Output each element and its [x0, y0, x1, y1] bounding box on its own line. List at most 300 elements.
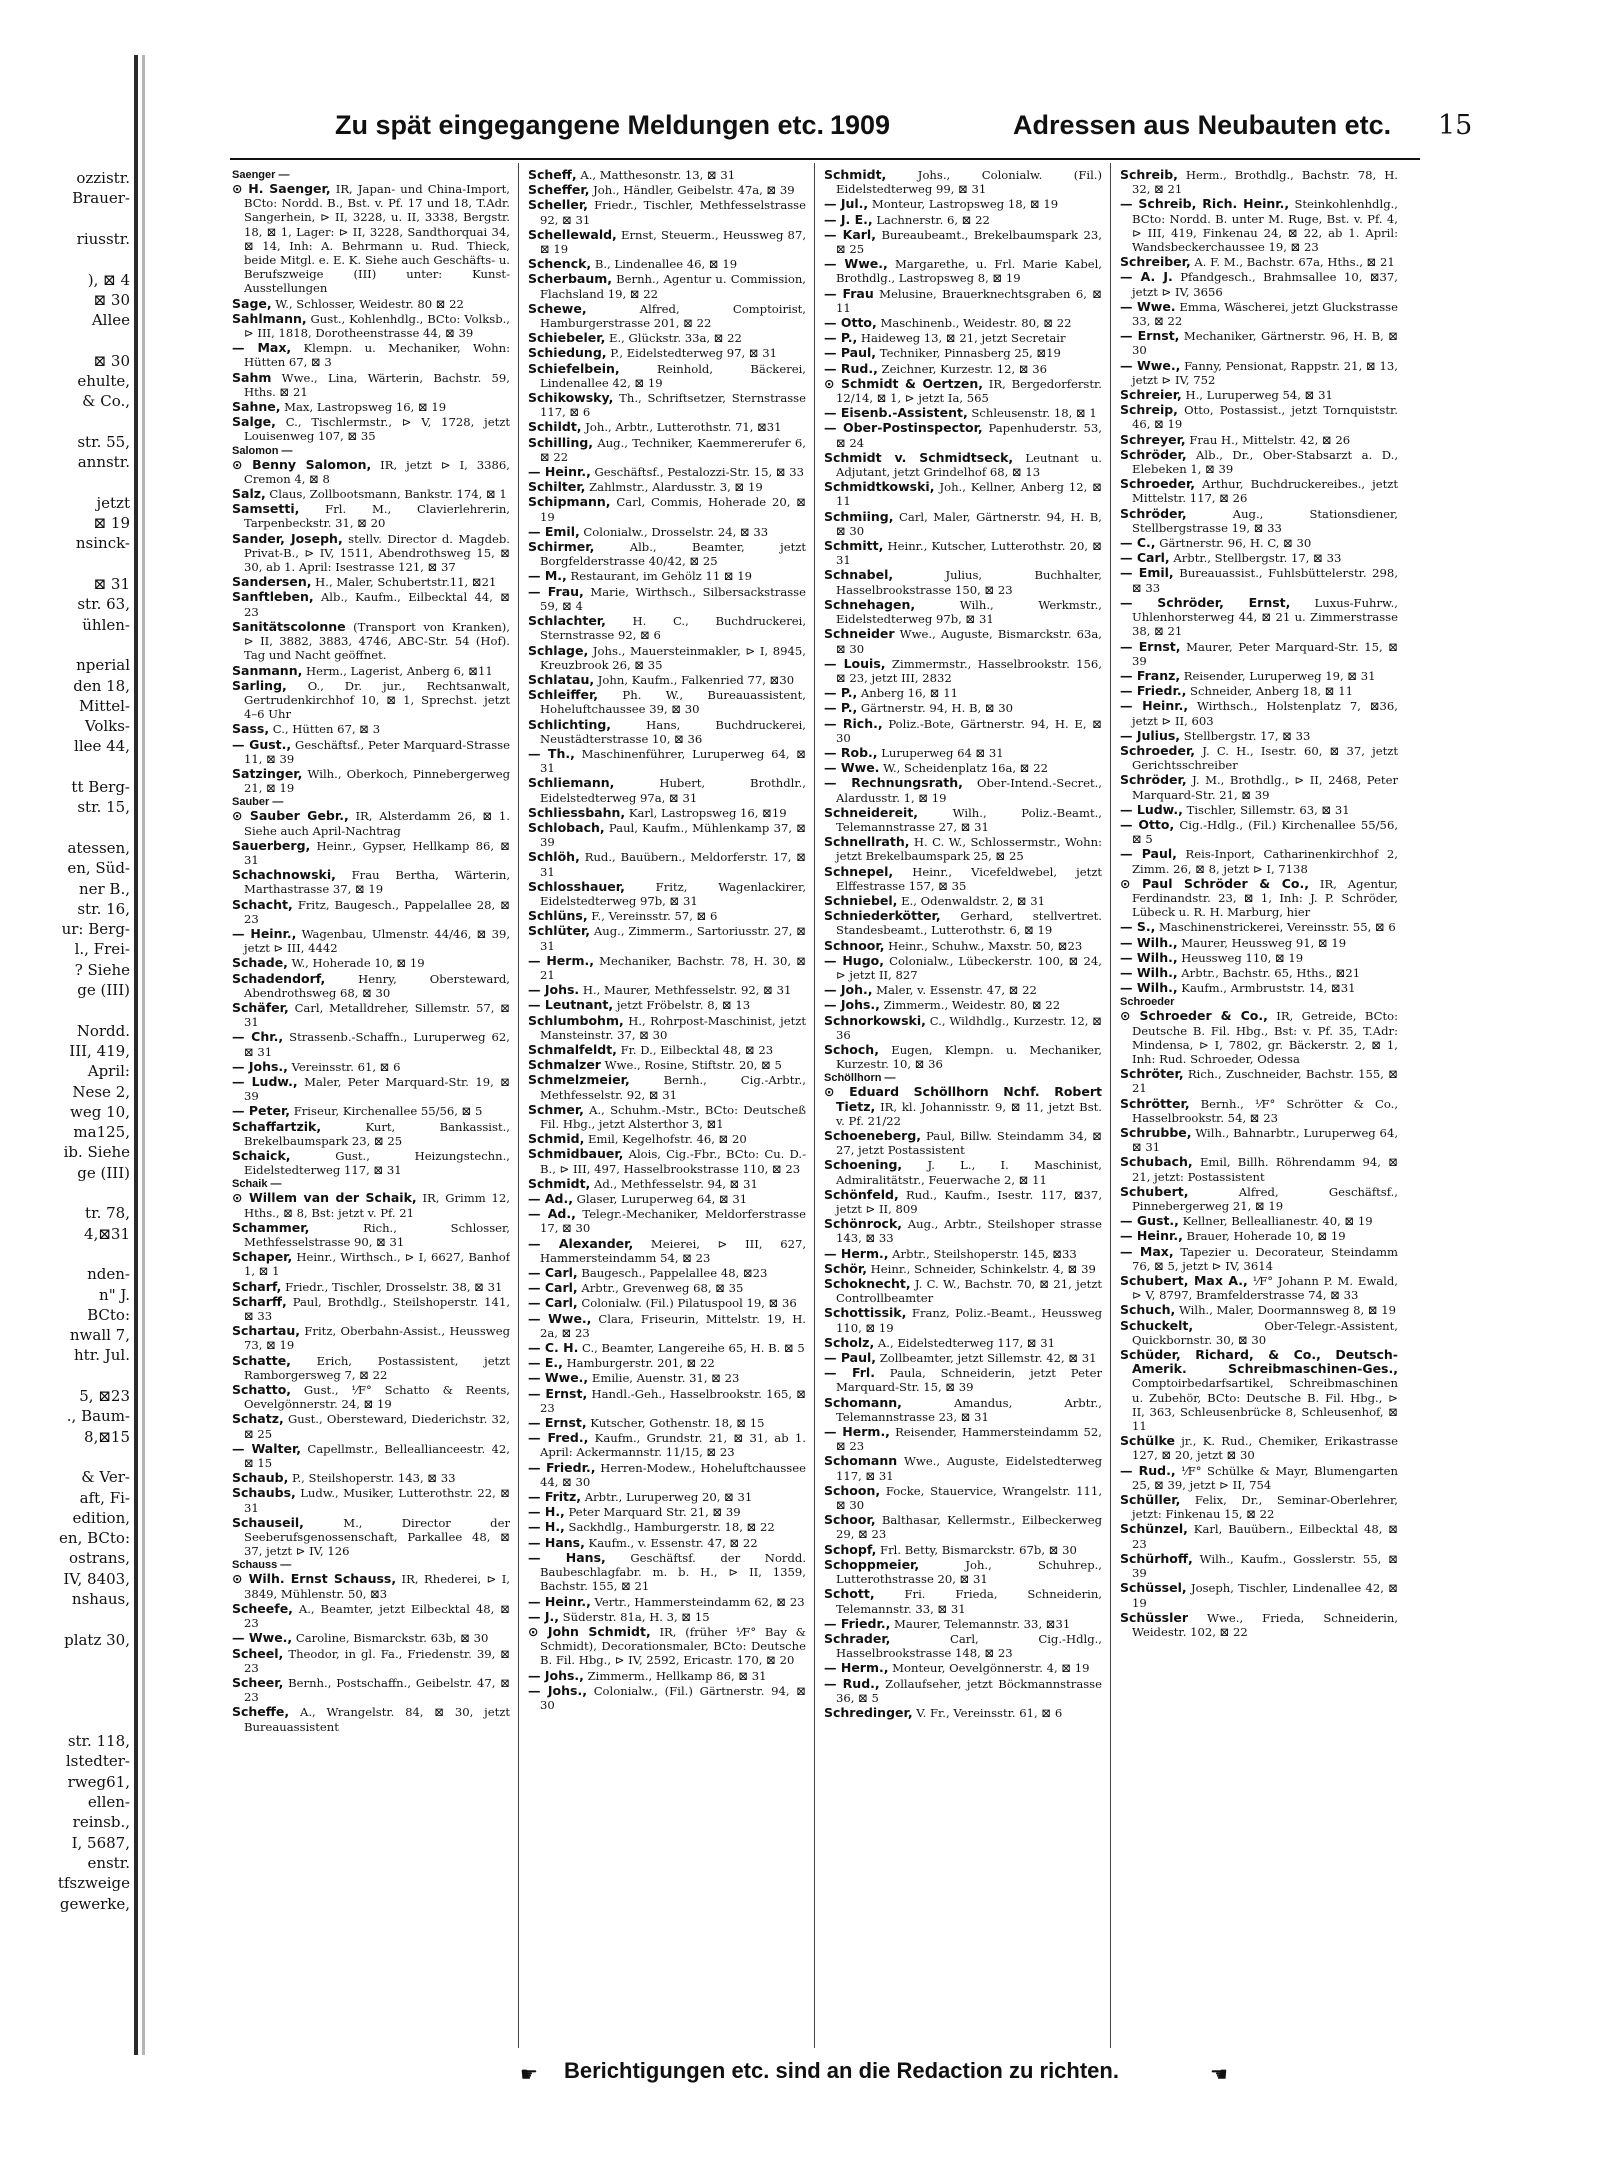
directory-entry [528, 1296, 806, 1310]
entry-name: Schauseil, [232, 1514, 304, 1530]
entry-details: Fr. D., Eilbecktal 48, ⊠ 23 [616, 1042, 774, 1057]
directory-entry [232, 312, 510, 340]
entry-details: Maurer, Peter Marquard-Str. 15, ⊠ 39 [1132, 639, 1398, 668]
directory-entry [824, 1661, 1102, 1675]
directory-entry [232, 1676, 510, 1704]
directory-entry [232, 1602, 510, 1630]
entry-details: Strassenb.-Schaffn., Luruperweg 62, ⊠ 31 [244, 1030, 510, 1059]
entry-details: A., Schuhm.-Mstr., BCto: Deutscheß Fil. Hbg., jetzt Alsterthor 3, ⊠1 [540, 1102, 806, 1131]
directory-entry [528, 465, 806, 479]
entry-name: Sanitätscolonne [232, 618, 346, 634]
entry-details: B., Lindenallee 46, ⊠ 19 [591, 257, 738, 272]
entry-details: Fritz, Wagenlackirer, Eidelstedterweg 97b, ⊠ 31 [540, 879, 806, 908]
entry-name: — Wwe., [528, 1310, 592, 1326]
entry-details: Ober-Telegr.-Assistent, Quickbornstr. 30, ⊠ 30 [1132, 1318, 1398, 1347]
gutter-line: weg 10, [70, 1102, 130, 1121]
directory-entry [824, 213, 1102, 227]
entry-details: Hubert, Brothdlr., Eidelstedterweg 97a, ⊠ 31 [540, 776, 806, 805]
directory-entry [528, 1669, 806, 1683]
gutter-line: I, 5687, [71, 1833, 130, 1852]
directory-entry [232, 1060, 510, 1074]
entry-details: Glaser, Luruperweg 64, ⊠ 31 [572, 1192, 748, 1207]
gutter-line: str. 63, [77, 595, 130, 614]
entry-details: Alfred, Geschäftsf., Pinnebergerweg 21, ⊠ 19 [1132, 1184, 1398, 1214]
entry-details: Wagenbau, Ulmenstr. 44/46, ⊠ 39, jetzt ⊳ III, 4442 [244, 926, 510, 956]
directory-entry [1120, 1214, 1398, 1228]
entry-details: Maschinenführer, Luruperweg 64, ⊠ 31 [540, 746, 806, 776]
entry-details: Carl, Maler, Gärtnerstr. 94, H. B, ⊠ 30 [836, 509, 1102, 538]
entry-name: — Ernst, [528, 1385, 588, 1401]
gutter-line: ellen- [87, 1793, 130, 1811]
gutter-line: reinsb., [72, 1813, 130, 1832]
gutter-line: l., Frei- [74, 940, 130, 959]
entry-name: Schoknecht, [824, 1276, 911, 1292]
directory-entry [1120, 877, 1398, 920]
directory-entry [232, 1383, 510, 1411]
entry-name: Schlöh, [528, 849, 580, 865]
gutter-line: Mittel- [79, 696, 130, 715]
entry-name: — Carl, [1120, 550, 1170, 566]
entry-details: Vertr., Hammersteindamm 62, ⊠ 23 [590, 1594, 805, 1609]
gutter-line: str. 118, [67, 1732, 130, 1751]
entry-name: — Rob., [824, 744, 878, 760]
entry-details: Rud., Bauübern., Meldorferstr. 17, ⊠ 31 [540, 850, 806, 879]
entry-details: F., Vereinsstr. 57, ⊠ 6 [587, 909, 718, 924]
entry-details: Johs., Mauersteinmakler, ⊳ I, 8945, Kreuzbrook 26, ⊠ 35 [540, 643, 806, 672]
entry-name: Schaubs, [232, 1485, 296, 1501]
header-right-title: Adressen aus Neubauten etc. [1013, 110, 1392, 140]
entry-details: Frau Bertha, Wärterin, Marthastrasse 37, ⊠ 19 [244, 868, 510, 897]
entry-name: Schröder, [1120, 446, 1187, 462]
entry-details: H. C., Buchdruckerei, Sternstrasse 92, ⊠ 6 [540, 614, 806, 643]
entry-name: Schipmann, [528, 494, 611, 510]
directory-entry [1120, 1097, 1398, 1125]
entry-details: A. F. M., Bachstr. 67a, Hths., ⊠ 21 [1190, 255, 1395, 270]
entry-details: W., Hoherade 10, ⊠ 19 [287, 956, 425, 971]
entry-details: Reis-Inport, Catharinenkirchhof 2, Zimm. 26, ⊠ 8, jetzt ⊳ I, 7138 [1132, 847, 1398, 876]
entry-details: Heinr., Vicefeldwebel, jetzt Elffestrasse 157, ⊠ 35 [836, 864, 1102, 893]
entry-name: Schüssler [1120, 1609, 1189, 1625]
directory-entry [824, 1617, 1102, 1631]
entry-details: Aug., Zimmerm., Sartoriusstr. 27, ⊠ 31 [540, 924, 806, 953]
entry-name: Schadendorf, [232, 970, 326, 986]
entry-name: Scheel, [232, 1645, 284, 1661]
entry-details: Anberg 16, ⊠ 11 [857, 686, 958, 701]
entry-name: — Herm., [528, 952, 594, 968]
entry-details: Süderstr. 81a, H. 3, ⊠ 15 [559, 1609, 710, 1624]
entry-name: — Heinr., [1120, 1228, 1183, 1244]
entry-details: Carl, Cig.-Hdlg., Hasselbrookstrasse 148, ⊠ 23 [836, 1631, 1102, 1661]
entry-name: ⊙ Schmidt & Oertzen, [824, 375, 983, 391]
entry-details: C., Beamter, Langereihe 65, H. B. ⊠ 5 [578, 1341, 805, 1356]
entry-name: Salz, [232, 486, 266, 502]
entry-details: Wilh., Bahnarbtr., Luruperweg 64, ⊠ 31 [1132, 1126, 1398, 1155]
directory-entry [1120, 684, 1398, 698]
directory-entry [824, 1677, 1102, 1705]
entry-details: Julius, Buchhalter, Hasselbrookstrasse 150, ⊠ 23 [836, 568, 1102, 597]
entry-details: Joh., Arbtr., Lutterothstr. 71, ⊠31 [581, 420, 782, 435]
directory-entry [528, 644, 806, 672]
directory-entry [528, 480, 806, 494]
entry-details: jr., K. Rud., Chemiker, Erikastrasse 127, ⊠ 20, jetzt ⊠ 30 [1132, 1434, 1398, 1463]
directory-entry [824, 1336, 1102, 1350]
gutter-line: ge (III) [77, 981, 130, 999]
directory-entry [824, 451, 1102, 479]
entry-name: — Rud., [824, 1675, 880, 1691]
entry-details: Arbtr., Bachstr. 65, Hths., ⊠21 [1177, 965, 1361, 980]
entry-details: A., Eidelstedterweg 117, ⊠ 31 [874, 1335, 1055, 1350]
entry-details: Wilh., Maler, Doormannsweg 8, ⊠ 19 [1175, 1303, 1396, 1318]
gutter-line: platz 30, [64, 1630, 130, 1649]
directory-entry [528, 228, 806, 256]
entry-details: Wwe., Frieda, Schneiderin, Weidestr. 102, ⊠ 22 [1132, 1610, 1398, 1639]
directory-entry [824, 1043, 1102, 1071]
gutter-line: gewerke, [59, 1894, 130, 1913]
entry-name: — Wilh., [1120, 949, 1178, 965]
entry-name: Schuckelt, [1120, 1317, 1194, 1333]
directory-entry [1120, 818, 1398, 846]
entry-details: H., Luruperweg 54, ⊠ 31 [1181, 388, 1333, 403]
directory-entry [232, 1647, 510, 1675]
gutter-line: nden- [87, 1265, 130, 1284]
gutter-line: 4,⊠31 [84, 1224, 130, 1243]
entry-name: — Ernst, [1120, 638, 1181, 654]
directory-entry [528, 1177, 806, 1191]
gutter-line: ostrans, [69, 1549, 130, 1568]
gutter-line: ⊠ 19 [93, 514, 130, 533]
entry-details: W., Schlosser, Weidestr. 80 ⊠ 22 [271, 296, 464, 311]
directory-entry [1120, 1303, 1398, 1317]
page-header [230, 110, 1473, 150]
entry-details: Gerhard, stellvertret. Standesbeamt., Lutterothstr. 6, ⊠ 19 [836, 909, 1102, 938]
entry-details: Fanny, Pensionat, Rappstr. 21, ⊠ 13, jetzt ⊳ IV, 752 [1132, 358, 1398, 387]
directory-entry [824, 998, 1102, 1012]
entry-name: Salge, [232, 414, 276, 430]
gutter-line: nshaus, [71, 1590, 130, 1608]
entry-name: Schubach, [1120, 1154, 1193, 1170]
directory-entry [1120, 1348, 1398, 1433]
entry-details: Leutnant u. Adjutant, jetzt Grindelhof 68, ⊠ 13 [836, 450, 1102, 480]
entry-details: Paul, Brothdlg., Steilshoperstr. 141, ⊠ 33 [244, 1294, 510, 1324]
entry-details: Aug., Arbtr., Steilshoper strasse 143, ⊠ 33 [836, 1217, 1102, 1246]
directory-entry [1120, 403, 1398, 431]
directory-entry [824, 377, 1102, 405]
directory-entry [1120, 477, 1398, 505]
directory-entry [232, 1324, 510, 1352]
entry-details: Heussweg 110, ⊠ 19 [1177, 950, 1304, 965]
entry-details: Handl.-Geh., Hasselbrookstr. 165, ⊠ 23 [540, 1386, 806, 1415]
entry-details: Emil, Kegelhofstr. 46, ⊠ 20 [584, 1132, 747, 1147]
entry-name: Sander, Joseph, [232, 530, 343, 546]
entry-details: Paul, Billw. Steindamm 34, ⊠ 27, jetzt Postassistent [836, 1129, 1102, 1158]
section-heading: Schroeder [1120, 996, 1175, 1009]
entry-details: E., Glückstr. 33a, ⊠ 22 [605, 331, 742, 346]
entry-details: Bernh., Cig.-Arbtr., Methfesselstr. 92, ⊠ 31 [540, 1073, 806, 1102]
directory-entry [824, 480, 1102, 508]
entry-details: H., Maurer, Methfesselstr. 92, ⊠ 31 [579, 983, 792, 998]
directory-entry [824, 346, 1102, 360]
entry-name: Schildt, [528, 419, 582, 435]
entry-name: — P., [824, 330, 858, 346]
entry-details: Restaurant, im Gehölz 11 ⊠ 19 [566, 569, 753, 584]
directory-entry [1120, 1611, 1398, 1639]
entry-name: Schönfeld, [824, 1186, 899, 1202]
entry-details: Rich., Zuschneider, Bachstr. 155, ⊠ 21 [1132, 1067, 1398, 1096]
entry-name: Schomann [824, 1453, 898, 1469]
entry-name: Schniebel, [824, 892, 898, 908]
entry-name: — Rich., [824, 715, 883, 731]
directory-entry [528, 1431, 806, 1459]
directory-entry [528, 1237, 806, 1265]
entry-details: Paula, Schneiderin, jetzt Peter Marquard-Str. 15, ⊠ 39 [836, 1366, 1102, 1395]
directory-entry [528, 924, 806, 952]
entry-details: IR, kl. Johannisstr. 9, ⊠ 11, jetzt Bst. v. Pf. 21/22 [836, 1099, 1102, 1128]
directory-entry [1120, 1245, 1398, 1273]
entry-name: — Gust., [232, 736, 292, 752]
directory-entry [528, 346, 806, 360]
entry-name: — Ludw., [1120, 801, 1183, 817]
entry-name: — Walter, [232, 1440, 302, 1456]
entry-details: Claus, Zollbootsmann, Bankstr. 174, ⊠ 1 [265, 487, 507, 502]
entry-details: Telegr.-Mechaniker, Meldorferstrasse 17, ⊠ 30 [540, 1207, 806, 1236]
entry-details: Herren-Modew., Hoheluftchaussee 44, ⊠ 30 [540, 1460, 806, 1489]
entry-name: — Otto, [824, 315, 877, 331]
entry-name: Schroeder, [1120, 476, 1196, 492]
directory-entry [232, 1149, 510, 1177]
entry-name: Scheff, [528, 168, 577, 182]
entry-name: — Wilh., [1120, 964, 1178, 980]
entry-details: Heinr., Kutscher, Lutterothstr. 20, ⊠ 31 [836, 539, 1102, 568]
column-4 [1120, 168, 1398, 2048]
gutter-line: ozzistr. [76, 169, 130, 187]
entry-name: Samsetti, [232, 501, 300, 517]
entry-details: Monteur, Lastropsweg 18, ⊠ 19 [868, 197, 1059, 212]
directory-entry [528, 1043, 806, 1057]
directory-entry [528, 436, 806, 464]
directory-entry [528, 1416, 806, 1430]
directory-entry [824, 806, 1102, 834]
directory-entry [528, 1551, 806, 1594]
directory-entry [824, 1247, 1102, 1261]
directory-entry [528, 1490, 806, 1504]
entry-details: IR, Rhederei, ⊳ I, 3849, Mühlenstr. 50, ⊠3 [244, 1572, 510, 1601]
gutter-line: annstr. [77, 453, 130, 472]
entry-details: Maschinenb., Weidestr. 80, ⊠ 22 [876, 316, 1072, 331]
directory-entry [528, 776, 806, 804]
entry-name: — Fritz, [528, 1489, 582, 1505]
directory-entry [1120, 596, 1398, 639]
directory-entry [232, 1486, 510, 1514]
entry-details: Frau H., Mittelstr. 42, ⊠ 26 [1185, 432, 1351, 447]
entry-name: — Herm., [824, 1245, 889, 1261]
directory-entry [232, 1572, 510, 1600]
entry-details: Kellner, Belleallianestr. 40, ⊠ 19 [1178, 1214, 1373, 1229]
directory-entry [528, 1192, 806, 1206]
directory-entry [528, 1610, 806, 1624]
gutter-line: 8,⊠15 [84, 1427, 130, 1446]
directory-entry [1120, 699, 1398, 727]
entry-details: Marie, Wirthsch., Silbersackstrasse 59, ⊠ 4 [540, 584, 806, 613]
directory-entry [232, 1030, 510, 1058]
entry-name: — Carl, [528, 1265, 578, 1281]
directory-entry [824, 657, 1102, 685]
entry-name: Schüller, [1120, 1492, 1181, 1508]
entry-name: — Gust., [1120, 1213, 1179, 1229]
gutter-line: nsinck- [75, 534, 130, 553]
directory-entry [528, 1014, 806, 1042]
entry-name: ⊙ Sauber Gebr., [232, 808, 349, 824]
entry-name: Schade, [232, 955, 288, 971]
entry-details: Maurer, Telemannstr. 33, ⊠31 [890, 1616, 1071, 1631]
gutter-line: nwall 7, [69, 1326, 130, 1345]
page-fold-shadow [134, 55, 138, 2055]
entry-details: Vereinsstr. 61, ⊠ 6 [287, 1059, 401, 1074]
entry-name: Schlachter, [528, 613, 606, 629]
entry-name: Scheefe, [232, 1600, 293, 1616]
entry-details: Paul, Kaufm., Mühlenkamp 37, ⊠ 39 [540, 820, 806, 850]
directory-entry [528, 998, 806, 1012]
entry-details: Eugen, Klempn. u. Mechaniker, Kurzestr. 10, ⊠ 36 [836, 1042, 1102, 1072]
entry-name: — Friedr., [1120, 683, 1187, 699]
entry-name: — Ober-Postinspector, [824, 420, 983, 436]
entry-details: Ober-Intend.-Secret., Alardusstr. 1, ⊠ 19 [836, 776, 1102, 805]
gutter-line: atessen, [67, 838, 130, 857]
gutter-line: tr. 78, [85, 1204, 130, 1223]
gutter-line: den 18, [73, 676, 130, 695]
section-heading: Schaik — [232, 1178, 282, 1191]
directory-entry [824, 1366, 1102, 1394]
entry-name: — Johs., [528, 1667, 584, 1683]
directory-entry [528, 673, 806, 687]
entry-name: Schirmer, [528, 539, 595, 555]
directory-entry [824, 1558, 1102, 1586]
directory-entry [528, 1103, 806, 1131]
directory-entry [1120, 536, 1398, 550]
entry-name: Schomann, [824, 1394, 902, 1410]
entry-details: Gust., Kohlenhdlg., BCto: Volksb., ⊳ III, 1818, Dorotheenstrasse 44, ⊠ 39 [244, 311, 510, 341]
entry-name: Schliemann, [528, 775, 615, 791]
gutter-line: ib. Siehe [63, 1143, 130, 1162]
entry-name: Schleiffer, [528, 687, 599, 703]
directory-entry [528, 1684, 806, 1712]
entry-details: Geschäftsf., Peter Marquard-Strasse 11, ⊠ 39 [244, 737, 510, 766]
gutter-line: BCto: [87, 1305, 130, 1324]
entry-details: Wwe., Lina, Wärterin, Bachstr. 59, Hths. ⊠ 21 [244, 370, 510, 399]
entry-details: Baugesch., Pappelallee 48, ⊠23 [577, 1266, 768, 1281]
directory-entry [232, 487, 510, 501]
entry-details: ⅟F° Johann P. M. Ewald, ⊳ V, 8797, Bramfelderstrasse 74, ⊠ 33 [1132, 1274, 1398, 1303]
entry-details: Gust., ⅟F° Schatto & Reents, Oevelgönnerstr. 24, ⊠ 19 [244, 1383, 510, 1412]
gutter-line: ⊠ 30 [93, 351, 130, 370]
entry-name: — Carl, [528, 1295, 578, 1311]
entry-name: — P., [824, 685, 858, 701]
section-heading: Salomon — [232, 444, 293, 457]
entry-name: Schmidt, [824, 168, 887, 182]
directory-entry [1120, 270, 1398, 298]
entry-name: — Friedr., [528, 1459, 596, 1475]
entry-details: Zollaufseher, jetzt Böckmannstrasse 36, ⊠ 5 [836, 1676, 1102, 1705]
entry-details: Kaufm., v. Essenstr. 47, ⊠ 22 [584, 1535, 758, 1550]
entry-details: Fritz, Baugesch., Pappelallee 28, ⊠ 23 [244, 897, 510, 926]
entry-name: Scheer, [232, 1674, 284, 1690]
entry-details: Lachnerstr. 6, ⊠ 22 [872, 212, 990, 227]
entry-name: — Johs., [232, 1058, 288, 1074]
entry-details: Peter Marquard Str. 21, ⊠ 39 [564, 1505, 741, 1520]
entry-details: Gust., Obersteward, Diederichstr. 32, ⊠ 25 [244, 1412, 510, 1441]
entry-name: — Alexander, [528, 1235, 634, 1251]
directory-entry [1120, 1229, 1398, 1243]
directory-entry [824, 1351, 1102, 1365]
directory-entry [1120, 640, 1398, 668]
directory-entry [232, 1104, 510, 1118]
entry-name: Schrubbe, [1120, 1125, 1192, 1140]
gutter-line: en, BCto: [59, 1529, 130, 1548]
gutter-line: ner B., [78, 879, 130, 898]
directory-entry [528, 1536, 806, 1550]
directory-entry [528, 1356, 806, 1370]
directory-entry [528, 540, 806, 568]
directory-entry [1120, 1067, 1398, 1095]
directory-entry [1120, 981, 1398, 995]
entry-name: Schubert, Max A., [1120, 1273, 1248, 1289]
entry-name: — Otto, [1120, 816, 1175, 832]
entry-details: Pfandgesch., Brahmsallee 10, ⊠37, jetzt ⊳ IV, 3656 [1132, 270, 1398, 299]
directory-entry [1120, 329, 1398, 357]
gutter-line: enstr. [87, 1853, 130, 1872]
entry-details: IR, Bergedorferstr. 12/14, ⊠ 1, ⊳ jetzt Ia, 565 [836, 376, 1102, 406]
entry-details: Zahlmstr., Alardusstr. 3, ⊠ 19 [585, 480, 763, 495]
entry-details: Maschinenstrickerei, Vereinsstr. 55, ⊠ 6 [1155, 920, 1396, 935]
entry-name: Schlüns, [528, 908, 588, 924]
entry-details: Margarethe, u. Frl. Marie Kabel, Brothdlg., Lastropsweg 8, ⊠ 19 [836, 257, 1102, 286]
directory-entry [232, 297, 510, 311]
directory-entry [1120, 197, 1398, 254]
gutter-line: n" J. [99, 1285, 130, 1304]
entry-details: Henry, Obersteward, Abendrothsweg 68, ⊠ 30 [244, 971, 510, 1000]
entry-name: Schredinger, [824, 1704, 913, 1720]
entry-details: Joseph, Tischler, Lindenallee 42, ⊠ 19 [1132, 1581, 1398, 1610]
directory-entry [1120, 1009, 1398, 1066]
gutter-line: edition, [72, 1508, 130, 1527]
entry-details: A., Wrangelstr. 84, ⊠ 30, jetzt Bureauassistent [244, 1705, 510, 1734]
entry-name: Schreib, [1120, 168, 1178, 182]
directory-entry [528, 1073, 806, 1101]
entry-details: Wilh., Werkmstr., Eidelstedterweg 97b, ⊠ 31 [836, 597, 1102, 627]
entry-name: Sahlmann, [232, 310, 307, 326]
directory-entry [232, 1120, 510, 1148]
header-left-title: Zu spät eingegangene Meldungen etc. [335, 110, 825, 140]
entry-name: Scherbaum, [528, 271, 613, 287]
directory-entry [232, 502, 510, 530]
entry-details: Kaufm., Armbruststr. 14, ⊠31 [1177, 981, 1356, 996]
entry-name: — M., [528, 568, 567, 584]
entry-details: Max, Lastropsweg 16, ⊠ 19 [280, 400, 447, 415]
directory-entry [528, 1371, 806, 1385]
entry-details: Amandus, Arbtr., Telemannstrasse 23, ⊠ 31 [836, 1395, 1102, 1424]
directory-entry [528, 1147, 806, 1175]
directory-entry [232, 972, 510, 1000]
entry-name: Schilter, [528, 479, 586, 495]
entry-details: IR, Alsterdamm 26, ⊠ 1. Siehe auch April-Nachtrag [244, 809, 510, 838]
gutter-line: riusstr. [76, 229, 130, 248]
directory-entry [1120, 1319, 1398, 1347]
directory-entry [528, 1312, 806, 1340]
directory-entry [232, 1221, 510, 1249]
entry-name: Sass, [232, 721, 270, 737]
entry-name: ⊙ Willem van der Schaik, [232, 1190, 417, 1206]
entry-details: stellv. Director d. Magdeb. Privat-B., ⊳ IV, 1511, Abendrothsweg 15, ⊠ 30, ab 1. April: Isestrasse 121, ⊠ 37 [244, 531, 510, 575]
directory-entry [1120, 773, 1398, 801]
